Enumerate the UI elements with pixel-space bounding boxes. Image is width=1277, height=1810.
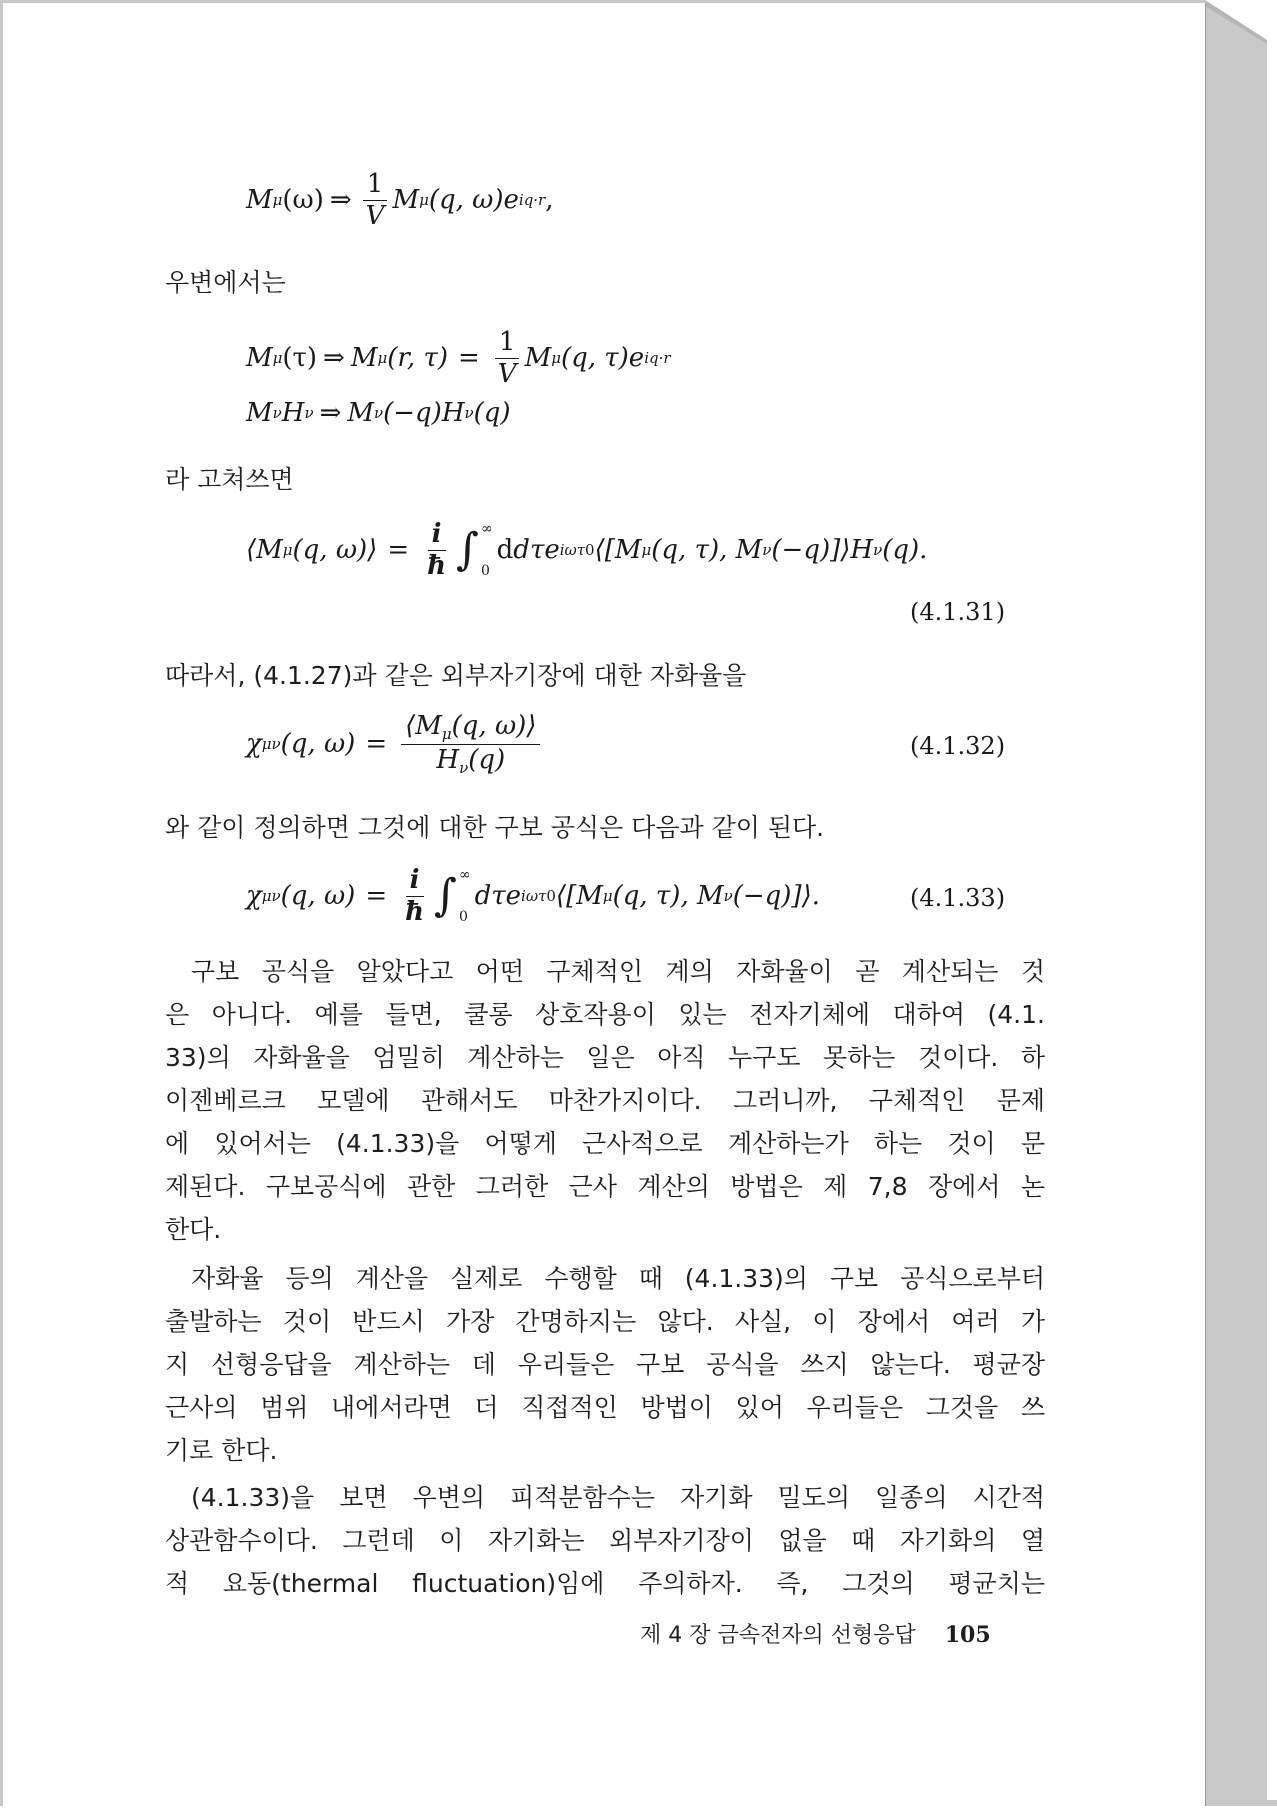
chapter-title: 제 4 장 금속전자의 선형응답 [640, 1623, 916, 1648]
paragraph-1 [165, 950, 1045, 1251]
equation-2: M μ (τ) ⇒ M μ (r, τ) = $\frac{1}{V}$ M μ (q, τ)e iq·r [246, 327, 671, 389]
page-left-edge [0, 0, 3, 1806]
paragraph-line: 근사의 범위 내에서라면 더 직접적인 방법이 있어 우리들은 그것을 쓰 [165, 1393, 1045, 1422]
paragraph-line: 구보 공식을 알았다고 어떤 구체적인 계의 자화율이 곧 계산되는 것 [191, 957, 1045, 986]
page-top-edge [0, 0, 1206, 3]
paragraph-2 [165, 1257, 1045, 1472]
page-side-shadow [1205, 0, 1277, 1806]
paragraph-line: 33)의 자화율을 엄밀히 계산하는 일은 아직 누구도 못하는 것이다. 하 [165, 1043, 1045, 1072]
equation-3: M ν H ν ⇒ M ν (−q) H ν (q) [246, 398, 511, 428]
paragraph-line: 에 있어서는 (4.1.33)을 어떻게 근사적으로 계산하는가 하는 것이 문 [165, 1129, 1045, 1158]
integral-sign: ∫ [434, 870, 457, 922]
equation-1: M μ (ω) ⇒ $\frac{1}{V}$ M μ (q, ω)e iq·r , [246, 169, 554, 231]
equation-4133: χ μν (q, ω) = $\frac{i}{ħ}$ ∫ ∞ 0 dτe iωτ 0 ⟨[M μ (q, τ), M ν (−q)]⟩. [246, 865, 820, 927]
text-define: 와 같이 정의하면 그것에 대한 구보 공식은 다음과 같이 된다. [165, 813, 825, 842]
paragraph-line: 은 아니다. 예를 들면, 쿨롱 상호작용이 있는 전자기체에 대하여 (4.1. [165, 1000, 1045, 1029]
paragraph-line: 기로 한다. [165, 1436, 278, 1465]
page-number: 105 [944, 1622, 991, 1648]
integral-sign: ∫ [456, 524, 479, 576]
paragraph-line: 상관함수이다. 그런데 이 자기화는 외부자기장이 없을 때 자기화의 열 [165, 1526, 1045, 1555]
equation-4132: χ μν (q, ω) = $\frac{⟨M_\mu(q, \omega)⟩}{H_\nu(q)}$ [246, 712, 544, 776]
paragraph-line: 지 선형응답을 계산하는 데 우리들은 구보 공식을 쓰지 않는다. 평균장 [165, 1350, 1045, 1379]
paragraph-line: 자화율 등의 계산을 실제로 수행할 때 (4.1.33)의 구보 공식으로부터 [191, 1264, 1045, 1293]
paragraph-3 [165, 1476, 1045, 1605]
paragraph-line: (4.1.33)을 보면 우변의 피적분함수는 자기화 밀도의 일종의 시간적 [191, 1483, 1045, 1512]
paragraph-line: 출발하는 것이 반드시 가장 간명하지는 않다. 사실, 이 장에서 여러 가 [165, 1307, 1045, 1336]
equation-number-4133: (4.1.33) [910, 884, 1006, 912]
page-footer [640, 1618, 991, 1649]
text-rewrite: 라 고쳐쓰면 [165, 465, 294, 494]
text-therefore: 따라서, (4.1.27)과 같은 외부자기장에 대한 자화율을 [165, 661, 747, 690]
equation-number-4131: (4.1.31) [910, 598, 1006, 626]
equation-4131: ⟨M μ (q, ω)⟩ = $\frac{i}{ħ}$ ∫ ∞ 0 d dτe iωτ 0 ⟨[M μ (q, τ), M ν (−q)]⟩H ν (q). [246, 519, 928, 581]
paragraph-line: 제된다. 구보공식에 관한 그러한 근사 계산의 방법은 제 7,8 장에서 논 [165, 1172, 1045, 1201]
paragraph-line: 이젠베르크 모델에 관해서도 마찬가지이다. 그러니까, 구체적인 문제 [165, 1086, 1045, 1115]
equation-number-4132: (4.1.32) [910, 732, 1006, 760]
text-right-side: 우변에서는 [165, 268, 286, 297]
paragraph-line: 한다. [165, 1215, 222, 1244]
paragraph-line: 적 요동(thermal fluctuation)임에 주의하자. 즉, 그것의 평균치는 [165, 1569, 1045, 1598]
